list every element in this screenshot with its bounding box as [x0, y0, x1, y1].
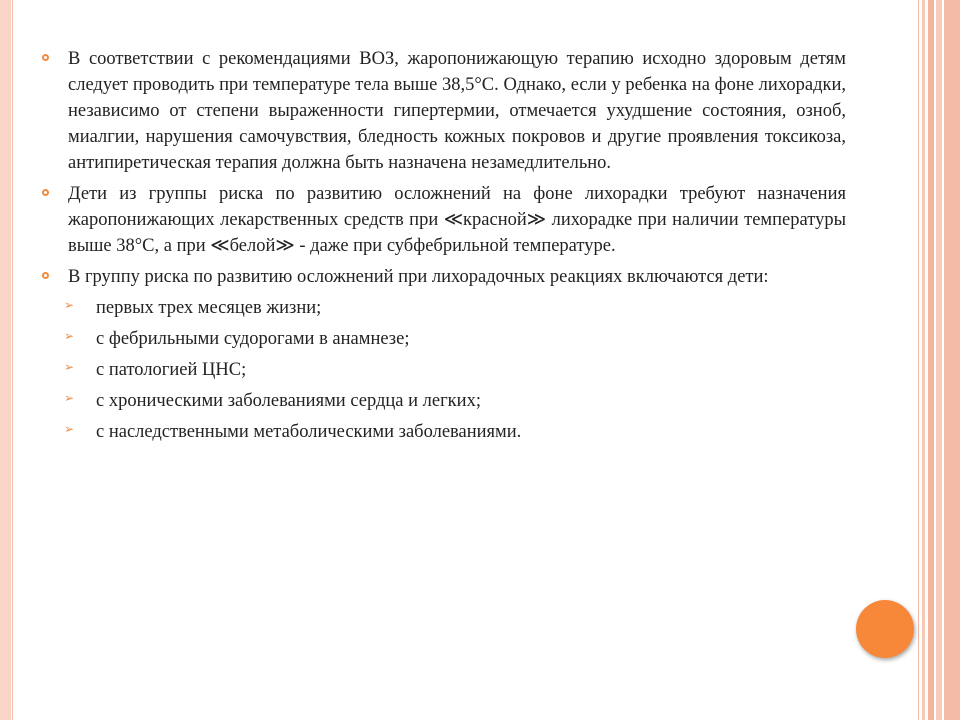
sub-item-text: с хроническими заболеваниями сердца и легких; — [96, 391, 481, 411]
right-stripe-3 — [928, 0, 934, 720]
bullet-text: В соответствии с рекомендациями ВОЗ, жаропонижающую терапию исходно здоровым детям следует проводить при температуре тела выше 38,5°С. Однако, если у ребенка на фоне лихорадки, независимо от степени выраженности гипертермии, отмечается ухудшение состояния, озноб, миалгии, нарушения самочувствия, бледность кожных покровов и другие проявления токсикоза, антипиретическая терапия должна быть назначена незамедлительно. — [68, 49, 846, 173]
risk-group-list — [42, 295, 846, 445]
sub-list-item — [42, 326, 846, 352]
slide-content — [42, 46, 846, 450]
arrow-bullet-icon: ➢ — [64, 391, 75, 405]
sub-item-text: с фебрильными судорогами в анамнезе; — [96, 329, 410, 349]
sub-list-item — [42, 419, 846, 445]
decorative-circle — [856, 600, 914, 658]
sub-item-text: первых трех месяцев жизни; — [96, 298, 322, 318]
bullet-item — [42, 264, 846, 290]
right-stripe-2 — [922, 0, 925, 720]
left-frame-line — [12, 0, 13, 720]
circle-bullet-icon — [42, 54, 49, 61]
bullet-text: В группу риска по развитию осложнений при лихорадочных реакциях включаются дети: — [68, 267, 769, 287]
bullet-item — [42, 46, 846, 176]
sub-list-item — [42, 357, 846, 383]
bullet-item — [42, 181, 846, 259]
arrow-bullet-icon: ➢ — [64, 422, 75, 436]
arrow-bullet-icon: ➢ — [64, 329, 75, 343]
right-stripe-1 — [918, 0, 919, 720]
sub-list-item — [42, 295, 846, 321]
bullet-text: Дети из группы риска по развитию осложнений на фоне лихорадки требуют назначения жаропонижающих лекарственных средств при ≪красной≫ лихорадке при наличии температуры выше 38°С, а при ≪белой≫ - даже при субфебрильной температуре. — [68, 184, 846, 256]
arrow-bullet-icon: ➢ — [64, 360, 75, 374]
right-stripe-4 — [936, 0, 942, 720]
circle-bullet-icon — [42, 189, 49, 196]
left-frame-border — [0, 0, 11, 720]
circle-bullet-icon — [42, 272, 49, 279]
sub-list-item — [42, 388, 846, 414]
arrow-bullet-icon: ➢ — [64, 298, 75, 312]
right-stripe-5 — [944, 0, 960, 720]
sub-item-text: с патологией ЦНС; — [96, 360, 247, 380]
sub-item-text: с наследственными метаболическими заболеваниями. — [96, 422, 522, 442]
